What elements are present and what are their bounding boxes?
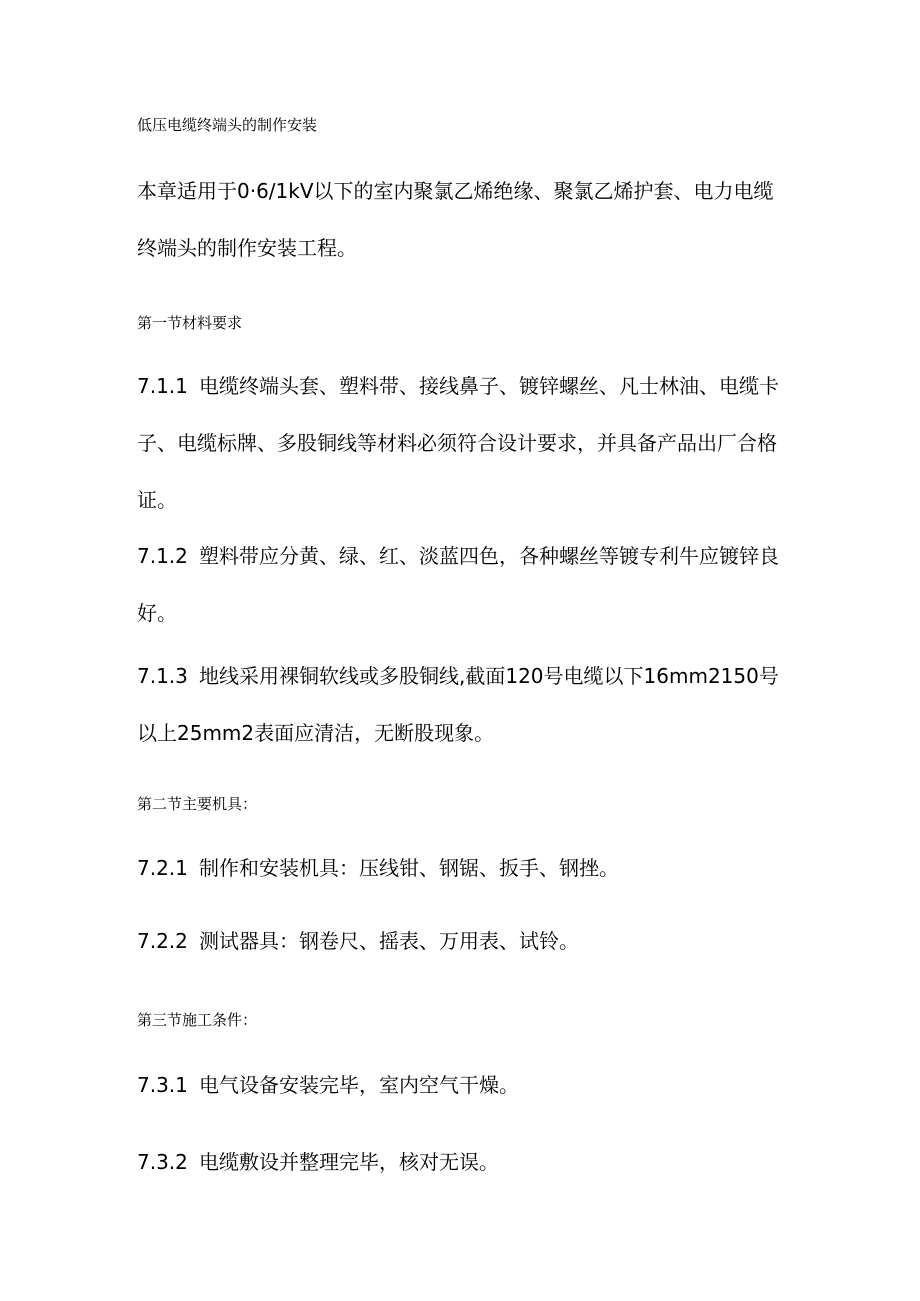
item-text: 制作和安装机具：压线钳、钢锯、扳手、钢挫。 — [199, 856, 619, 880]
section-heading-conditions: 第三节施工条件： — [137, 1011, 258, 1029]
item-number: 7.3.2 — [137, 1150, 188, 1174]
section-heading-tools: 第二节主要机具： — [137, 795, 258, 813]
item-number: 7.1.3 — [137, 664, 188, 688]
item-text: 电缆终端头套、塑料带、接线鼻子、镀锌螺丝、凡士林油、电缆卡子、电缆标牌、多股铜线等材料必须符合设计要求，并具备产品出厂合格证。 — [137, 374, 779, 512]
list-item — [137, 358, 789, 529]
intro-paragraph: 本章适用于0·6/1kV以下的室内聚氯乙烯绝缘、聚氯乙烯护套、电力电缆终端头的制作安装工程。 — [137, 179, 774, 260]
item-text: 塑料带应分黄、绿、红、淡蓝四色，各种螺丝等镀专利牛应镀锌良好。 — [137, 544, 779, 625]
item-text: 电气设备安装完毕，室内空气干燥。 — [199, 1073, 519, 1097]
list-item — [137, 648, 789, 762]
list-item — [137, 840, 789, 897]
list-item — [137, 1134, 789, 1191]
item-number: 7.1.2 — [137, 544, 188, 568]
item-text: 地线采用裸铜软线或多股铜线,截面120号电缆以下16mm2150号以上25mm2表面应清洁，无断股现象。 — [137, 664, 779, 745]
item-number: 7.2.1 — [137, 856, 188, 880]
item-number: 7.2.2 — [137, 929, 188, 953]
list-item — [137, 1057, 789, 1114]
list-item — [137, 528, 789, 642]
item-number: 7.3.1 — [137, 1073, 188, 1097]
item-number: 7.1.1 — [137, 374, 188, 398]
list-item — [137, 913, 789, 970]
item-text: 电缆敷设并整理完毕，核对无误。 — [199, 1150, 499, 1174]
item-text: 测试器具：钢卷尺、摇表、万用表、试铃。 — [199, 929, 579, 953]
section-heading-materials: 第一节材料要求 — [137, 314, 243, 332]
document-title: 低压电缆终端头的制作安装 — [137, 116, 318, 134]
